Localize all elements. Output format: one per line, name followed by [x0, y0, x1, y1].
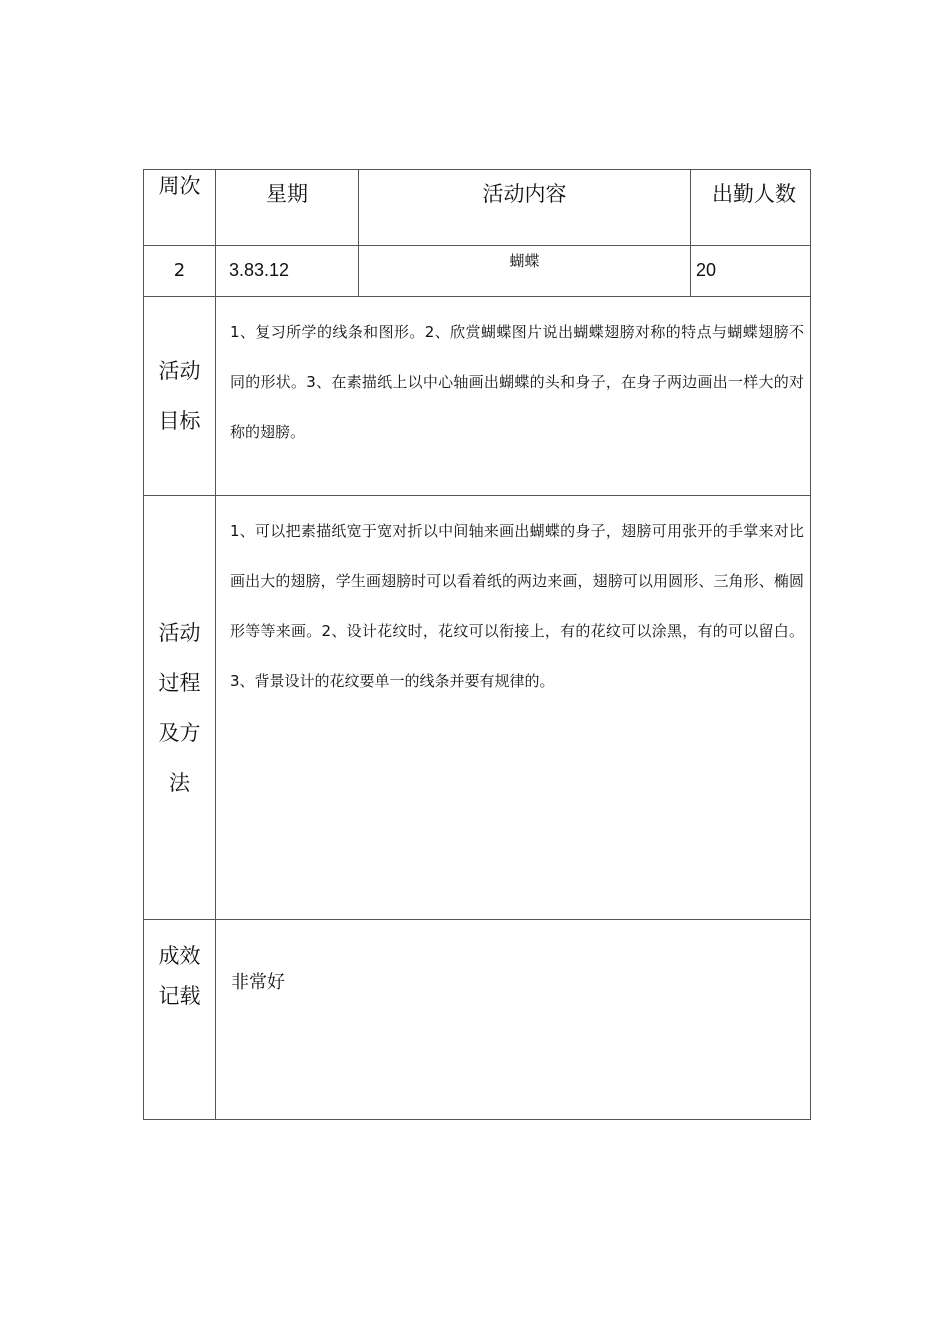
outcome-label-line1: 成效: [158, 944, 201, 968]
week-header: 周次: [144, 170, 216, 246]
week-value: 2: [144, 246, 216, 297]
process-text: 1、可以把素描纸宽于宽对折以中间轴来画出蝴蝶的身子，翅膀可用张开的手掌来对比画出大的翅膀，学生画翅膀时可以看着纸的两边来画，翅膀可以用圆形、三角形、椭圆形等等来画。2、设计花纹时，花纹可以衔接上，有的花纹可以涂黑，有的可以留白。3、背景设计的花纹要单一的线条并要有规律的。: [216, 496, 811, 920]
activity-record-table: [143, 169, 811, 1120]
goals-text: 1、复习所学的线条和图形。2、欣赏蝴蝶图片说出蝴蝶翅膀对称的特点与蝴蝶翅膀不同的形状。3、在素描纸上以中心轴画出蝴蝶的头和身子，在身子两边画出一样大的对称的翅膀。: [216, 297, 811, 496]
outcome-label-line2: 记载: [158, 984, 201, 1008]
process-label-line1: 活动: [158, 620, 201, 645]
goals-row: [144, 297, 811, 496]
outcome-text: 非常好: [216, 920, 811, 1120]
process-label-line2: 过程: [158, 670, 201, 695]
content-header: 活动内容: [359, 170, 691, 246]
entry-row: [144, 246, 811, 297]
topic-value: 蝴蝶: [359, 246, 691, 297]
attendance-header: 出勤人数: [691, 170, 811, 246]
header-row: [144, 170, 811, 246]
outcome-label: [144, 920, 216, 1120]
goals-label-line1: 活动: [158, 359, 201, 383]
goals-label-line2: 目标: [158, 409, 201, 433]
process-label: [144, 496, 216, 920]
day-value: 3.83.12: [216, 246, 359, 297]
outcome-row: [144, 920, 811, 1120]
attendance-value: 20: [691, 246, 811, 297]
process-row: [144, 496, 811, 920]
process-label-line4: 法: [169, 770, 190, 795]
day-header: 星期: [216, 170, 359, 246]
goals-label: [144, 297, 216, 496]
process-label-line3: 及方: [158, 720, 201, 745]
activity-record-sheet: [143, 169, 810, 1120]
